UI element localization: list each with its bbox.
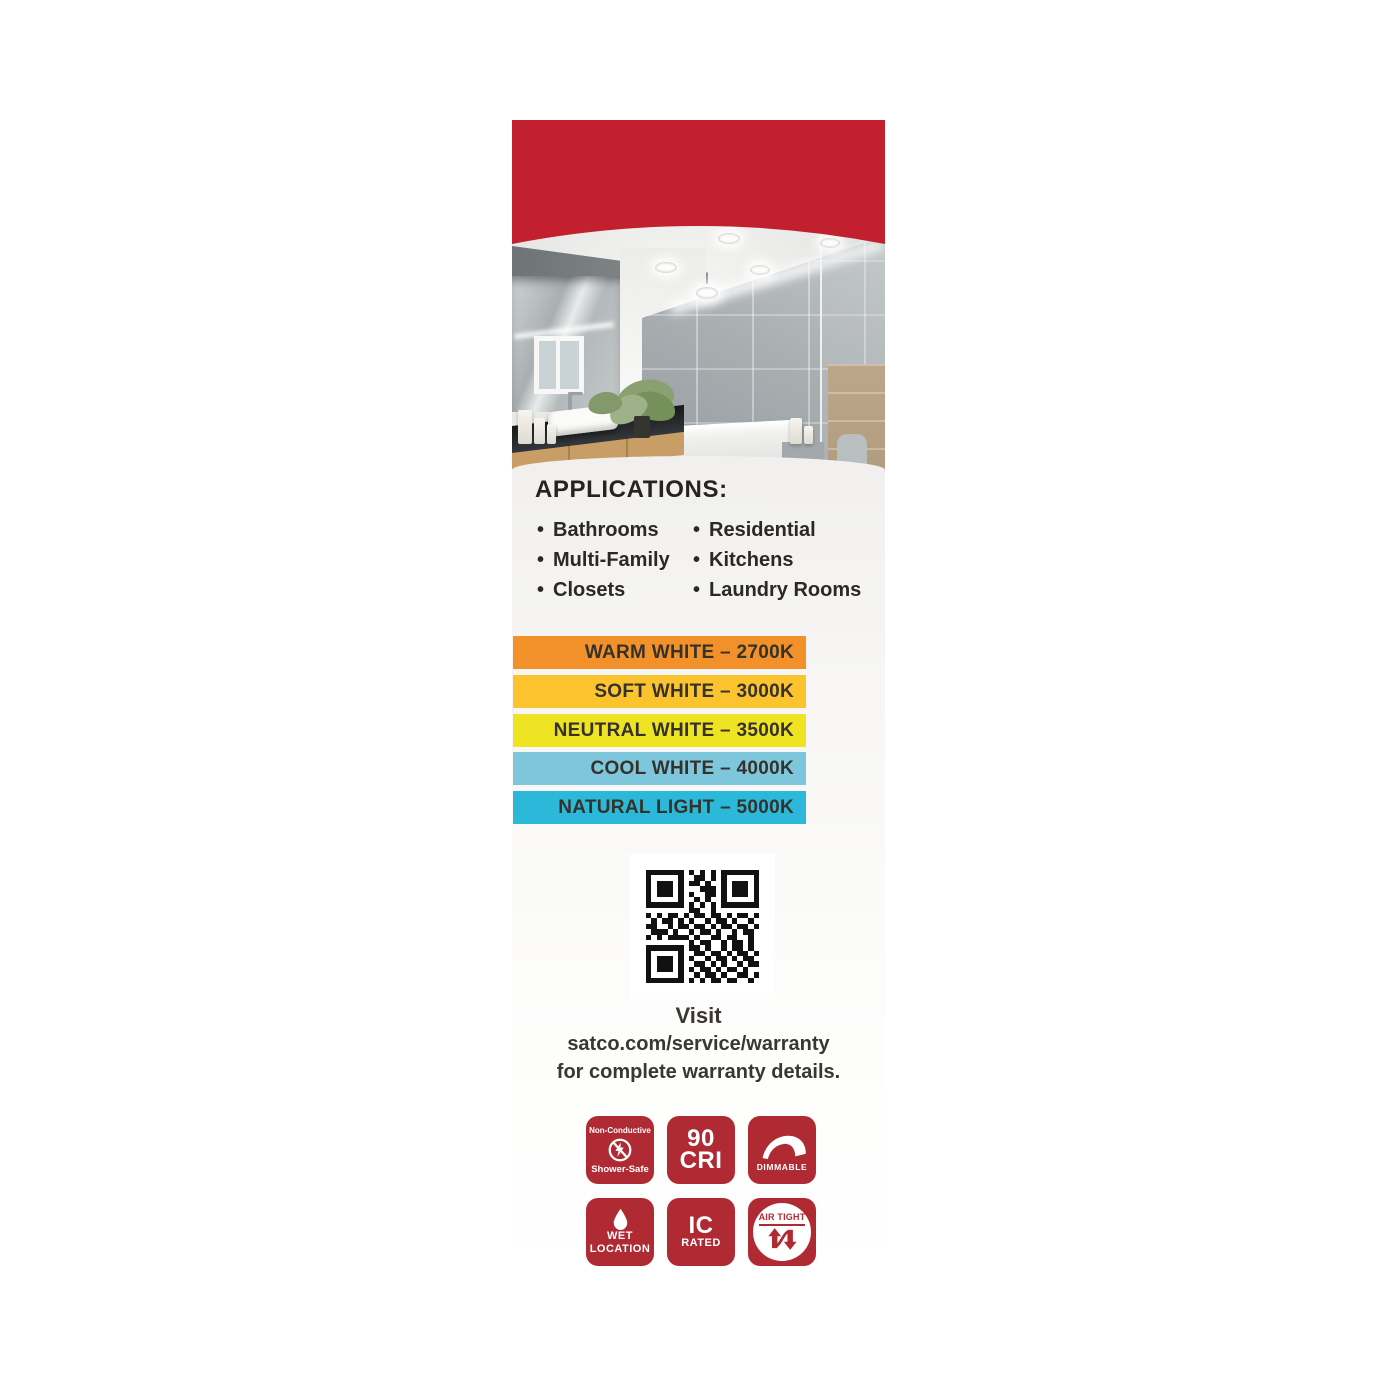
photo-candle bbox=[804, 426, 813, 444]
recessed-light bbox=[750, 265, 770, 275]
applications-title: APPLICATIONS: bbox=[535, 476, 728, 503]
air-tight-arrows-icon bbox=[762, 1226, 802, 1252]
bullet-dot: • bbox=[693, 549, 701, 571]
bullet-dot: • bbox=[537, 519, 545, 541]
color-temp-bar-3000k: SOFT WHITE – 3000K bbox=[513, 675, 806, 708]
warranty-url: satco.com/service/warranty bbox=[567, 1033, 830, 1055]
bullet-dot: • bbox=[693, 579, 701, 601]
bullet-dot: • bbox=[693, 519, 701, 541]
packaging-panel bbox=[512, 120, 885, 1285]
photo-candle bbox=[547, 424, 556, 444]
color-temp-bar-3500k: NEUTRAL WHITE – 3500K bbox=[513, 714, 806, 747]
qr-module bbox=[754, 978, 759, 983]
recessed-light bbox=[655, 262, 677, 273]
photo-plant-vase bbox=[634, 416, 650, 438]
color-temp-bar-5000k: NATURAL LIGHT – 5000K bbox=[513, 791, 806, 824]
badge-ic-value: IC bbox=[688, 1211, 714, 1239]
warranty-line-visit: Visit bbox=[675, 1003, 722, 1028]
badge-dimmable bbox=[748, 1116, 816, 1184]
qr-code bbox=[646, 870, 759, 983]
bullet-dot: • bbox=[537, 549, 545, 571]
application-item: • Residential bbox=[693, 519, 816, 541]
red-header-arc bbox=[512, 120, 885, 246]
photo-candle bbox=[534, 418, 545, 444]
badge-cri-label: CRI bbox=[679, 1147, 723, 1174]
dimmable-arc-icon bbox=[755, 1129, 809, 1159]
badge-dimmable-label: DIMMABLE bbox=[756, 1161, 808, 1172]
badge-air-tight-label: AIR TIGHT bbox=[758, 1212, 806, 1222]
application-item: • Multi-Family bbox=[537, 549, 670, 571]
badge-wet-line1: WET bbox=[607, 1230, 633, 1242]
application-item: • Closets bbox=[537, 579, 626, 601]
badge-90-cri bbox=[667, 1116, 735, 1184]
badge-ic-label: RATED bbox=[681, 1236, 721, 1249]
warranty-line-details: for complete warranty details. bbox=[556, 1061, 841, 1083]
recessed-light bbox=[696, 287, 718, 299]
badge-shower-safe-bottom-label: Shower-Safe bbox=[591, 1163, 649, 1175]
application-item: • Kitchens bbox=[693, 549, 794, 571]
warranty-note bbox=[512, 1002, 885, 1086]
photo-faucet-spout bbox=[568, 392, 583, 395]
air-tight-circle bbox=[753, 1203, 811, 1261]
photo-window-mullion bbox=[556, 341, 560, 389]
badge-wet-line2: LOCATION bbox=[589, 1243, 651, 1255]
color-temp-bar-4000k: COOL WHITE – 4000K bbox=[513, 752, 806, 785]
badge-shower-safe bbox=[586, 1116, 654, 1184]
no-conduct-bolt-icon bbox=[606, 1136, 634, 1164]
application-item: • Laundry Rooms bbox=[693, 579, 862, 601]
badge-wet-location bbox=[586, 1198, 654, 1266]
badge-ic-rated bbox=[667, 1198, 735, 1266]
photo-candle bbox=[518, 410, 532, 444]
badge-air-tight bbox=[748, 1198, 816, 1266]
badge-shower-safe-top-label: Non-Conductive bbox=[589, 1125, 651, 1135]
bullet-dot: • bbox=[537, 579, 545, 601]
application-item: • Bathrooms bbox=[537, 519, 659, 541]
color-temp-bar-2700k: WARM WHITE – 2700K bbox=[513, 636, 806, 669]
water-drop-icon bbox=[612, 1208, 629, 1230]
badge-cri-value: 90 bbox=[687, 1125, 715, 1152]
photo-candle bbox=[790, 418, 802, 444]
